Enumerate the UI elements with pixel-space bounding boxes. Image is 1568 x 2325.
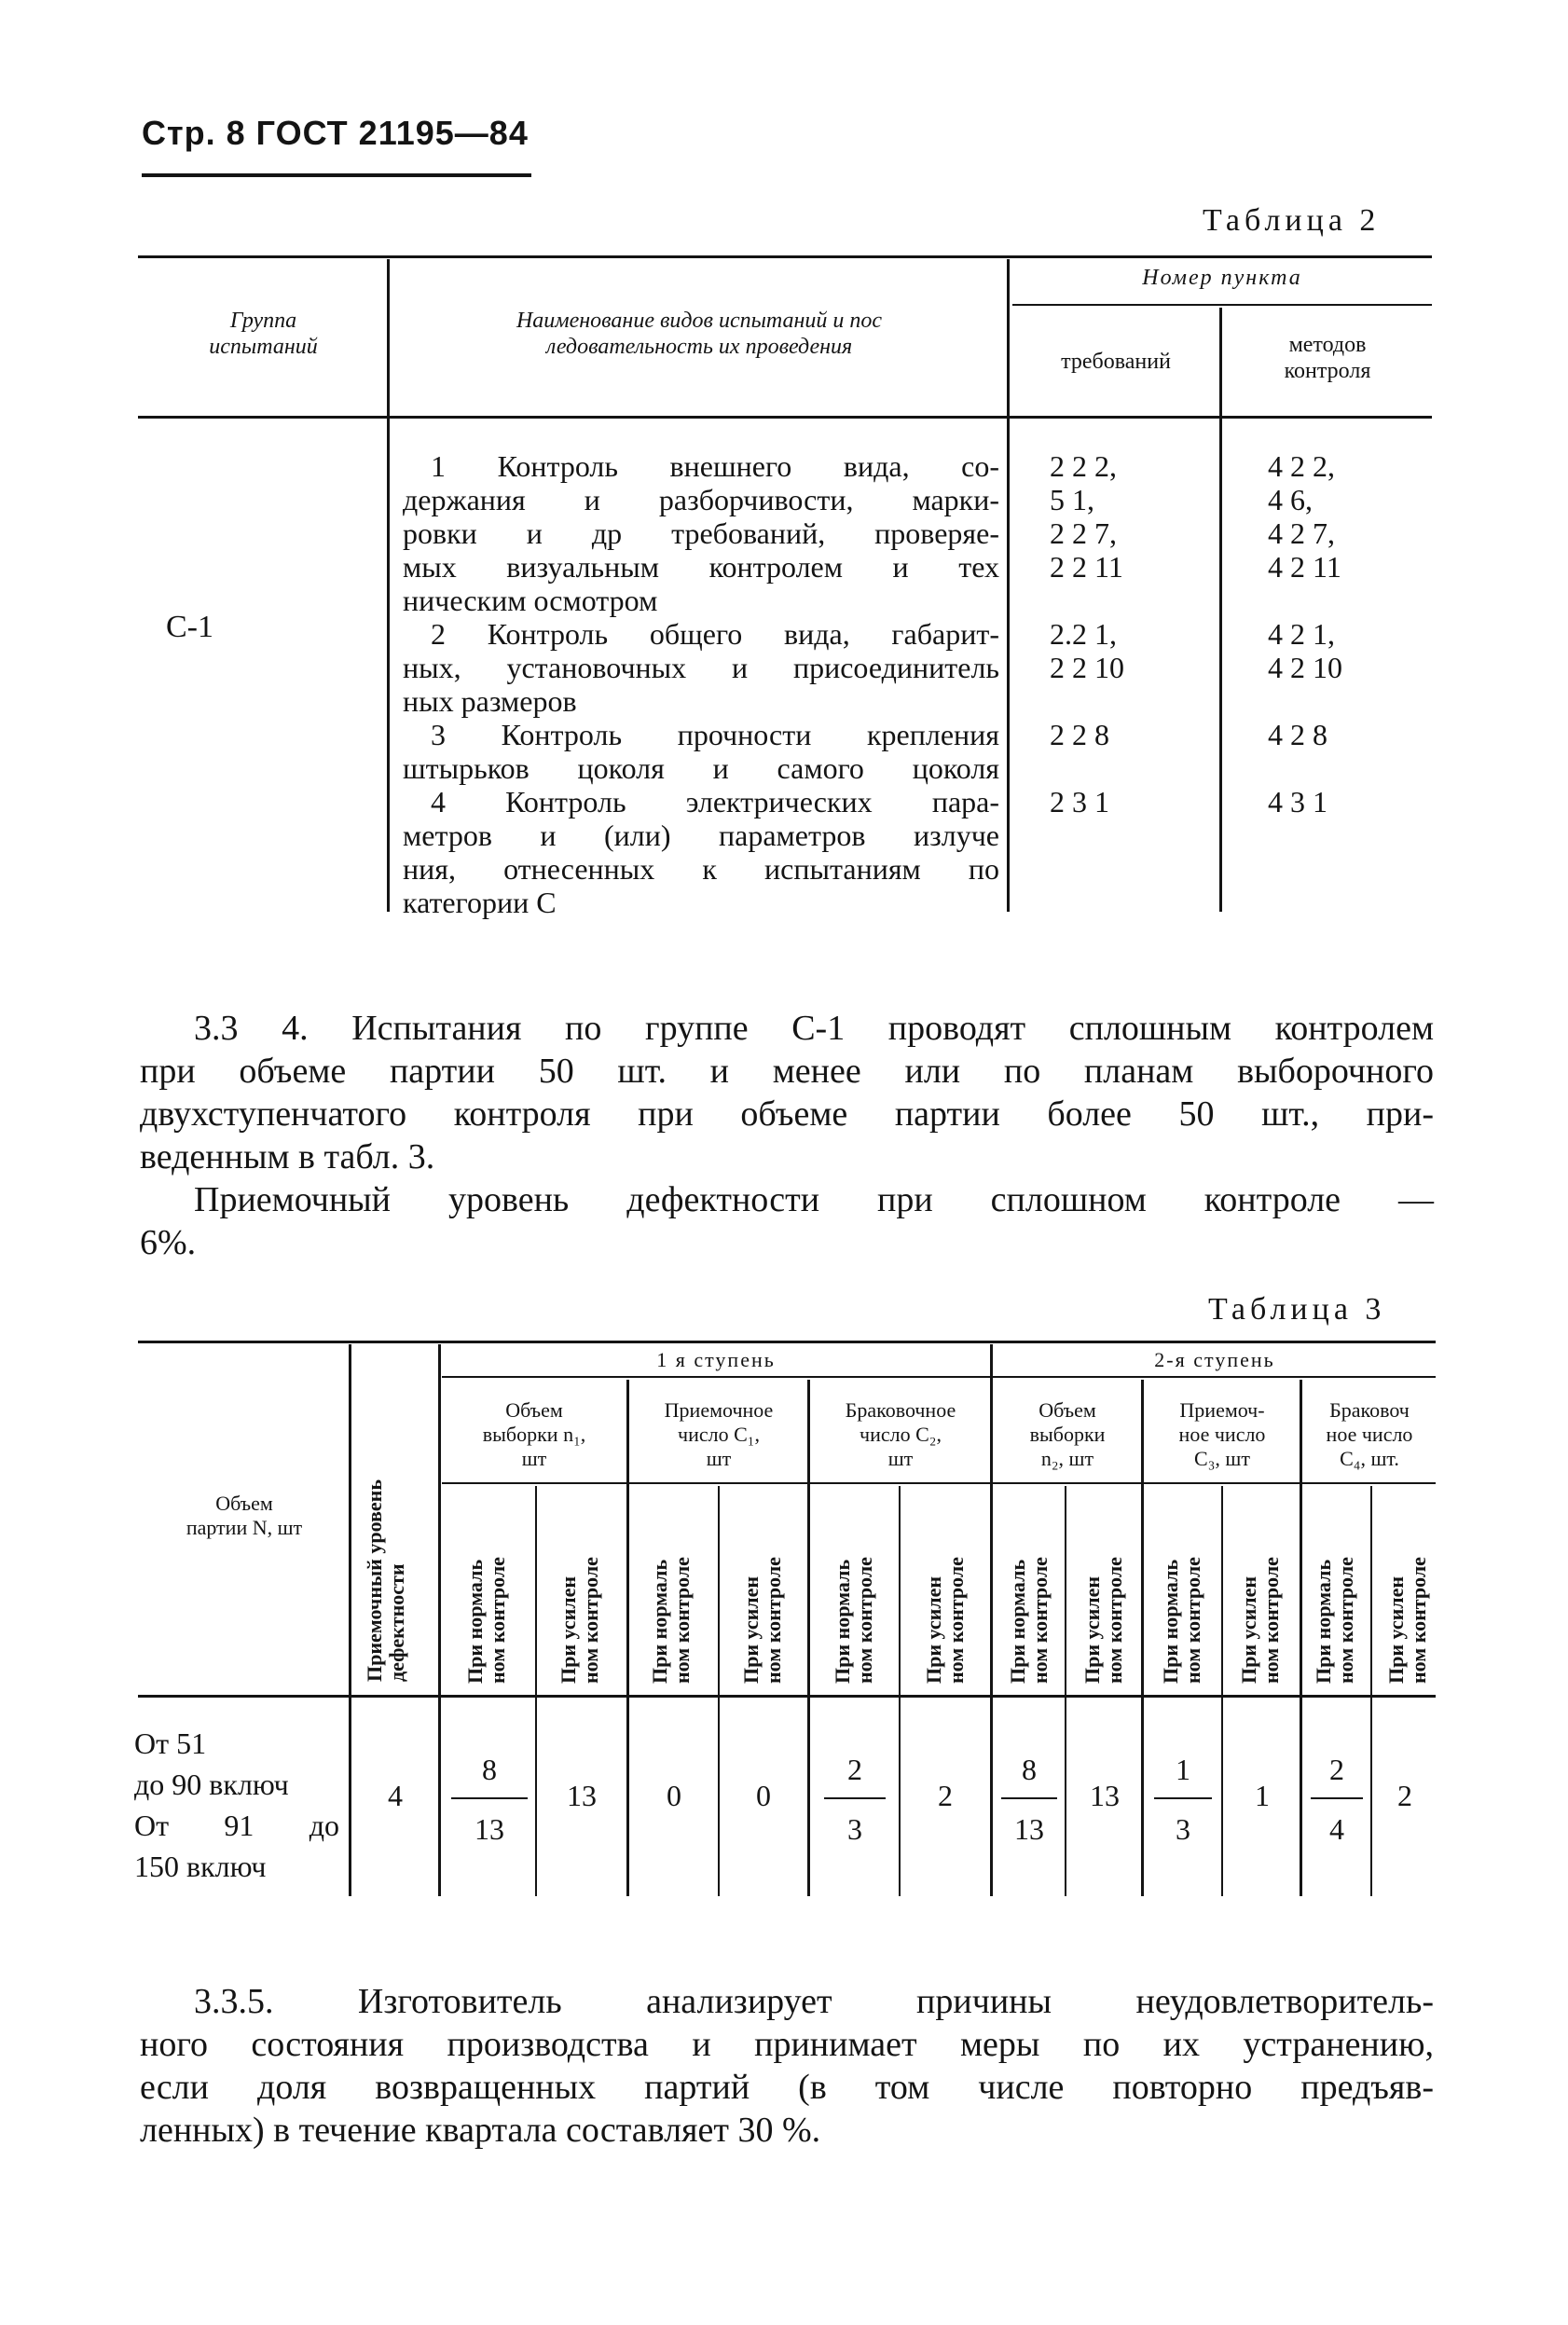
- table3-v-s2: [718, 1486, 720, 1896]
- table2-vline-3: [1219, 308, 1222, 912]
- table3-top-rule: [138, 1341, 1436, 1343]
- c3-normal-fraction: [1154, 1797, 1212, 1799]
- c2-normal-fraction: [824, 1797, 886, 1799]
- table2-meth-col: 4 2 2, 4 6, 4 2 7, 4 2 11 4 2 1, 4 2 10 4 2 8 4 3 1: [1268, 449, 1342, 819]
- table3-batch-rows: От 51 до 90 включ От 91 до 150 включ: [134, 1727, 339, 1883]
- para-334: 3.3 4. Испытания по группе С-1 проводят сплошным контролем при объеме партии 50 шт. и менее или по планам выборочного двухступенчатого контроля при объеме партии более 50 шт., при- веденным в табл. 3. Приемочный уровень дефектности при сплошном контроле — 6%.: [140, 1009, 1434, 1262]
- table3-sub-n1-tight: При усилен ном контроле: [557, 1557, 602, 1684]
- header-rule: [142, 173, 531, 177]
- table2-head-point: Номер пункта: [1142, 266, 1302, 290]
- c3-normal-bottom: 3: [1176, 1812, 1190, 1846]
- n1-normal-bottom: 13: [475, 1812, 504, 1846]
- table3-v-stage1: [438, 1344, 441, 1896]
- n2-normal-fraction: [1001, 1797, 1057, 1799]
- para-335: 3.3.5. Изготовитель анализирует причины неудовлетворитель- ного состояния производства и принимает меры по их устранению, если доля возвращенных партий (в том числе повторно предъяв- ленных) в течение квартала составляет 30 %.: [140, 1982, 1434, 2150]
- table3-v-g3: [807, 1380, 810, 1896]
- table3-v-g6: [1300, 1380, 1302, 1896]
- table3-group-n1: Объем выборки n₁, шт: [482, 1398, 586, 1470]
- table2-head-req: требований: [1061, 350, 1171, 374]
- table3-stage2: 2-я ступень: [1154, 1348, 1275, 1371]
- table3-v-s1: [535, 1486, 537, 1896]
- table3-group-c3: Приемоч- ное число C₃, шт: [1178, 1398, 1266, 1470]
- table3-v-g2: [626, 1380, 629, 1896]
- table3-group-c4: Браковоч ное число C₄, шт.: [1326, 1398, 1413, 1470]
- table3-sub-c4-tight: При усилен ном контроле: [1384, 1557, 1430, 1684]
- n1-normal-top: 8: [482, 1753, 497, 1786]
- table3-v-stage2: [990, 1344, 993, 1896]
- table3-caption: Таблица 3: [1208, 1292, 1386, 1327]
- n1-tight: 13: [567, 1779, 597, 1812]
- table2-head-rule: [138, 416, 1432, 419]
- table3-sub-c3-normal: При нормаль ном контроле: [1159, 1557, 1204, 1684]
- table3-stage-rule: [442, 1376, 1436, 1378]
- table3-v-s3: [899, 1486, 901, 1896]
- table2-vline-1: [387, 259, 390, 912]
- table3-sub-c1-tight: При усилен ном контроле: [739, 1557, 785, 1684]
- table3-v-s4: [1065, 1486, 1066, 1896]
- table3-sub-c2-tight: При усилен ном контроле: [922, 1557, 968, 1684]
- table2-req-col: 2 2 2, 5 1, 2 2 7, 2 2 11 2.2 1, 2 2 10 2 2 8 2 3 1: [1050, 449, 1124, 819]
- c1-normal: 0: [667, 1779, 681, 1812]
- c2-normal-bottom: 3: [847, 1812, 862, 1846]
- table3-group-c1: Приемочное число C₁, шт: [664, 1398, 774, 1470]
- table3-sub-c1-normal: При нормаль ном контроле: [648, 1557, 694, 1684]
- c4-normal-top: 2: [1329, 1753, 1344, 1786]
- c4-normal-fraction: [1311, 1797, 1363, 1799]
- n2-normal-bottom: 13: [1014, 1812, 1044, 1846]
- table3-sub-c4-normal: При нормаль ном контроле: [1312, 1557, 1357, 1684]
- table3-sub-c3-tight: При усилен ном контроле: [1237, 1557, 1283, 1684]
- table2-caption: Таблица 2: [1203, 203, 1381, 238]
- page-header: Стр. 8 ГОСТ 21195—84: [142, 114, 529, 152]
- table2-head-name: Наименование видов испытаний и пос ледовательность их проведения: [516, 309, 883, 359]
- table3-sub-n2-tight: При усилен ном контроле: [1080, 1557, 1126, 1684]
- table3-v-s5: [1221, 1486, 1223, 1896]
- table2-head-group: Группа испытаний: [209, 309, 318, 359]
- c2-tight: 2: [938, 1779, 953, 1812]
- table3-v-s6: [1370, 1486, 1372, 1896]
- table2-vline-2: [1007, 259, 1010, 912]
- n1-normal-fraction: [451, 1797, 528, 1799]
- table2-names: 1 Контроль внешнего вида, со- держания и разборчивости, марки- ровки и др требований, проверяе- мых визуальным контролем и тех ническим осмотром 2 Контроль общего вида, габарит- ных, установочных и присоединитель ных размеров 3 Контроль прочности крепления штырьков цоколя и самого цоколя 4 Контроль электрических пара- метров и (или) параметров излуче ния, отнесенных к испытаниям по категории С: [403, 449, 999, 919]
- table3-v-level: [349, 1344, 351, 1896]
- table3-stage1: 1 я ступень: [656, 1348, 776, 1371]
- table2-group-value: С-1: [166, 610, 213, 644]
- table2-head-methods: методов контроля: [1284, 333, 1371, 383]
- table3-group-n2: Объем выборки n₂, шт: [1029, 1398, 1106, 1470]
- table3-v-g5: [1141, 1380, 1144, 1896]
- table3-group-rule: [442, 1482, 1436, 1484]
- c4-normal-bottom: 4: [1329, 1812, 1344, 1846]
- n2-tight: 13: [1090, 1779, 1120, 1812]
- table3-head-level: Приемочный уровень дефектности: [363, 1479, 408, 1682]
- table3-group-c2: Браковочное число C₂, шт: [845, 1398, 956, 1470]
- c1-tight: 0: [756, 1779, 771, 1812]
- table3-head-rule: [138, 1695, 1436, 1698]
- table2-top-rule: [138, 255, 1432, 258]
- table3-sub-c2-normal: При нормаль ном контроле: [831, 1557, 876, 1684]
- table3-sub-n1-normal: При нормаль ном контроле: [463, 1557, 509, 1684]
- table3-sub-n2-normal: При нормаль ном контроле: [1006, 1557, 1052, 1684]
- table2-point-rule: [1012, 304, 1432, 306]
- c2-normal-top: 2: [847, 1753, 862, 1786]
- table3-head-batch: Объем партии N, шт: [186, 1492, 303, 1539]
- n2-normal-top: 8: [1022, 1753, 1037, 1786]
- c3-tight: 1: [1255, 1779, 1270, 1812]
- c3-normal-top: 1: [1176, 1753, 1190, 1786]
- c4-tight: 2: [1397, 1779, 1412, 1812]
- table3-level: 4: [388, 1779, 403, 1812]
